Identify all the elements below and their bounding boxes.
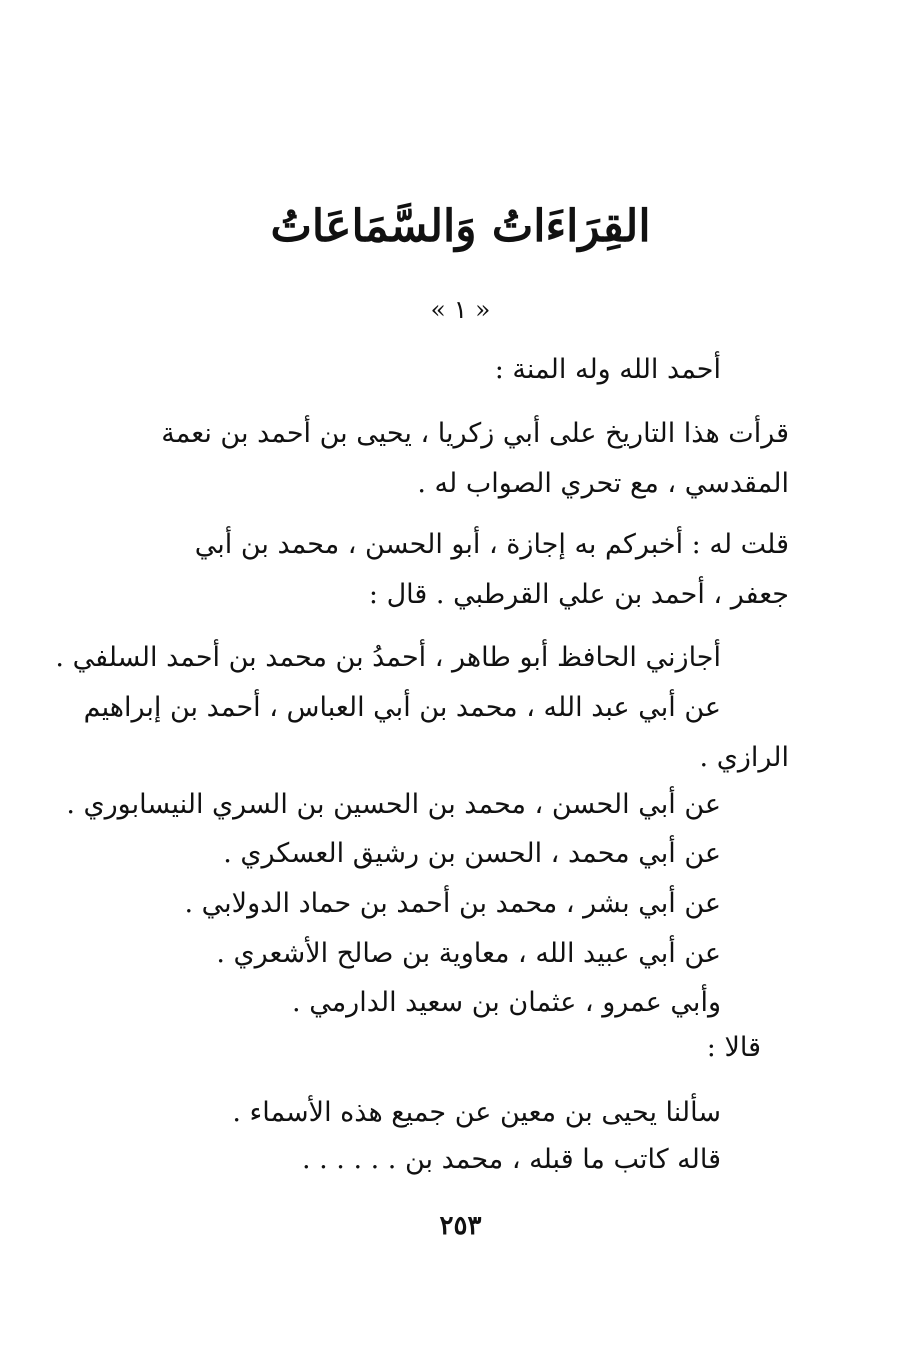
section-number: « ١ »	[430, 295, 491, 324]
text-line-15: سألنا يحيى بن معين عن جميع هذه الأسماء .	[232, 1097, 721, 1128]
text-line-16: قاله كاتب ما قبله ، محمد بن . . . . . .	[301, 1144, 721, 1175]
page-title: القِرَاءَاتُ وَالسَّمَاعَاتُ	[270, 201, 651, 252]
text-line-1: أحمد الله وله المنة :	[494, 354, 721, 385]
page-number: ٢٥٣	[439, 1211, 482, 1241]
text-line-14: قالا :	[706, 1032, 761, 1063]
text-line-7: عن أبي عبد الله ، محمد بن أبي العباس ، أحمد بن إبراهيم	[83, 692, 721, 723]
text-line-12: عن أبي عبيد الله ، معاوية بن صالح الأشعري .	[216, 938, 721, 969]
text-line-3: المقدسي ، مع تحري الصواب له .	[417, 468, 789, 499]
text-line-5: جعفر ، أحمد بن علي القرطبي . قال :	[368, 579, 789, 610]
text-line-2: قرأت هذا التاريخ على أبي زكريا ، يحيى بن أحمد بن نعمة	[161, 418, 789, 449]
text-line-10: عن أبي محمد ، الحسن بن رشيق العسكري .	[223, 838, 721, 869]
text-line-11: عن أبي بشر ، محمد بن أحمد بن حماد الدولابي .	[184, 888, 721, 919]
text-line-13: وأبي عمرو ، عثمان بن سعيد الدارمي .	[292, 987, 721, 1018]
text-line-8: الرازي .	[699, 742, 789, 773]
text-line-6: أجازني الحافظ أبو طاهر ، أحمدُ بن محمد بن أحمد السلفي .	[55, 642, 721, 673]
text-line-9: عن أبي الحسن ، محمد بن الحسين بن السري النيسابوري .	[66, 789, 721, 820]
text-line-4: قلت له : أخبركم به إجازة ، أبو الحسن ، محمد بن أبي	[194, 529, 789, 560]
